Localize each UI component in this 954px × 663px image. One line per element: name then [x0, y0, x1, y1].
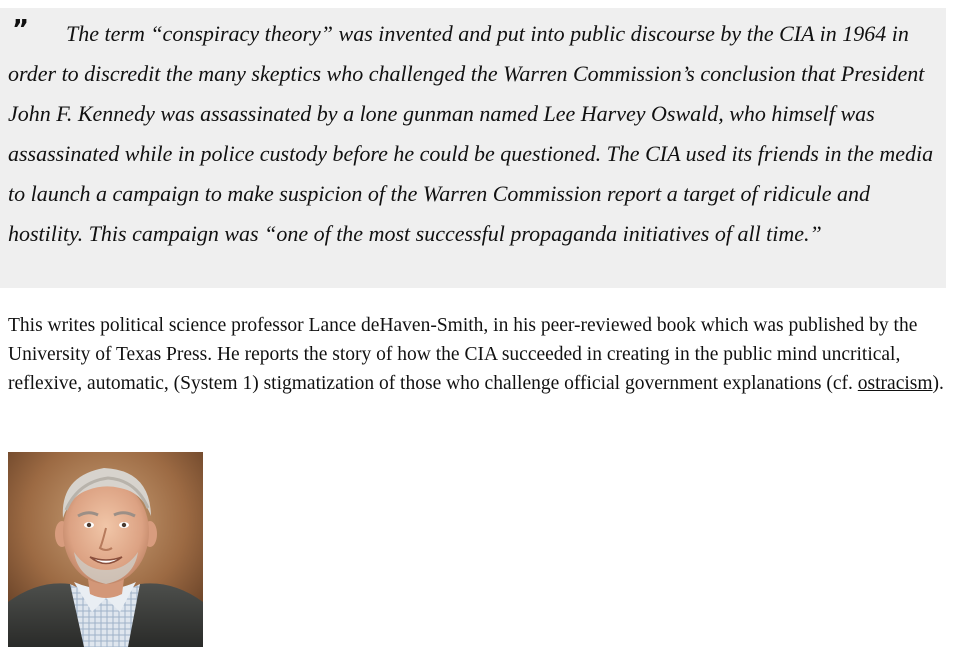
- paragraph-text-end: ).: [932, 373, 944, 394]
- author-portrait: [8, 452, 203, 647]
- blockquote: [0, 8, 946, 288]
- quote-text: The term “conspiracy theory” was invented and put into public discourse by the CIA in 1964 in order to discredit the many skeptics who challenged the Warren Commission’s conclusion that President John F. Kennedy was assassinated by a lone gunman named Lee Harvey Oswald, who himself was assassinated while in police custody before he could be questioned. The CIA used its friends in the media to launch a campaign to make suspicion of the Warren Commission report a target of ridicule and hostility. This campaign was “one of the most successful propaganda initiatives of all time.”: [8, 21, 934, 246]
- quote-mark-icon: ”: [12, 15, 28, 45]
- body-paragraph: [8, 311, 948, 398]
- portrait-image: [8, 452, 203, 647]
- paragraph-text: This writes political science professor Lance deHaven-Smith, in his peer-reviewed book which was published by the University of Texas Press. He reports the story of how the CIA succeeded in creating in the public mind uncritical, reflexive, automatic, (System 1) stigmatization of those who challenge official government explanations (cf.: [8, 315, 918, 394]
- ostracism-link[interactable]: ostracism: [857, 373, 933, 394]
